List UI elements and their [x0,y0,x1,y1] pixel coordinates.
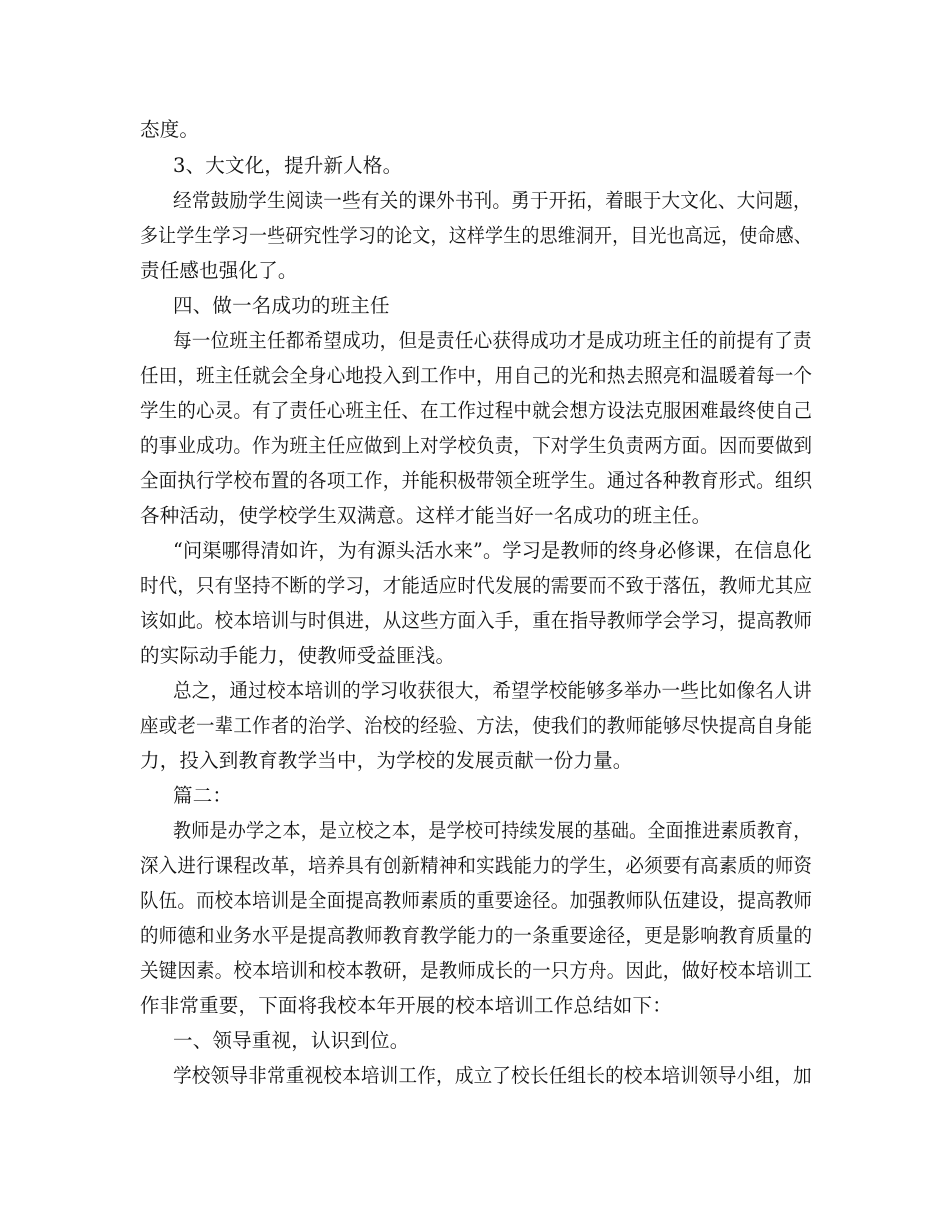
text-line: 作非常重要，下面将我校本年开展的校本培训工作总结如下： [140,994,672,1017]
text-line: 该如此。校本培训与时俱进，从这些方面入手，重在指导教师学会学习，提高教师 [140,609,813,632]
text-line: 经常鼓励学生阅读一些有关的课外书刊。勇于开拓，着眼于大文化、大问题， [173,189,812,212]
text-line: 的事业成功。作为班主任应做到上对学校负责，下对学生负责两方面。因而要做到 [140,434,813,457]
section-heading: 四、做一名成功的班主任 [173,294,390,317]
text-line: 力，投入到教育教学当中，为学校的发展贡献一份力量。 [140,749,633,772]
text-line: 深入进行课程改革，培养具有创新精神和实践能力的学生，必须要有高素质的师资 [140,854,813,877]
text-line: 学生的心灵。有了责任心班主任、在工作过程中就会想方设法克服困难最终使自己 [140,399,813,422]
section-heading: 篇二： [173,784,233,807]
text-line: 态度。 [140,118,200,141]
text-line: 学校领导非常重视校本培训工作，成立了校长任组长的校本培训领导小组，加 [173,1064,812,1087]
text-line: 各种活动，使学校学生双满意。这样才能当好一名成功的班主任。 [140,504,712,527]
text-line: 任田，班主任就会全身心地投入到工作中，用自己的光和热去照亮和温暖着每一个 [140,364,813,387]
text-line: 的师德和业务水平是提高教师教育教学能力的一条重要途径，更是影响教育质量的 [140,924,813,947]
section-heading: 一、领导重视，认识到位。 [173,1029,410,1052]
text-line: 责任感也强化了。 [140,259,298,282]
text-line: 全面执行学校布置的各项工作，并能积极带领全班学生。通过各种教育形式。组织 [140,469,813,492]
text-line: 多让学生学习一些研究性学习的论文，这样学生的思维洞开，目光也高远，使命感、 [140,224,812,247]
text-line: 时代，只有坚持不断的学习，才能适应时代发展的需要而不致于落伍，教师尤其应 [140,574,813,597]
text-line: 教师是办学之本，是立校之本，是学校可持续发展的基础。全面推进素质教育， [173,819,812,842]
text-line: 每一位班主任都希望成功，但是责任心获得成功才是成功班主任的前提有了责 [173,329,812,352]
text-line: 的实际动手能力，使教师受益匪浅。 [140,644,456,667]
text-line: 关键因素。校本培训和校本教研，是教师成长的一只方舟。因此，做好校本培训工 [140,959,813,982]
text-line: 队伍。而校本培训是全面提高教师素质的重要途径。加强教师队伍建设，提高教师 [140,889,813,912]
section-heading: 3、大文化，提升新人格。 [173,154,403,177]
text-line: “问渠哪得清如许，为有源头活水来”。学习是教师的终身必修课，在信息化 [173,539,812,562]
text-line: 总之，通过校本培训的学习收获很大，希望学校能够多举办一些比如像名人讲 [173,679,812,702]
text-line: 座或老一辈工作者的治学、治校的经验、方法，使我们的教师能够尽快提高自身能 [140,714,813,737]
